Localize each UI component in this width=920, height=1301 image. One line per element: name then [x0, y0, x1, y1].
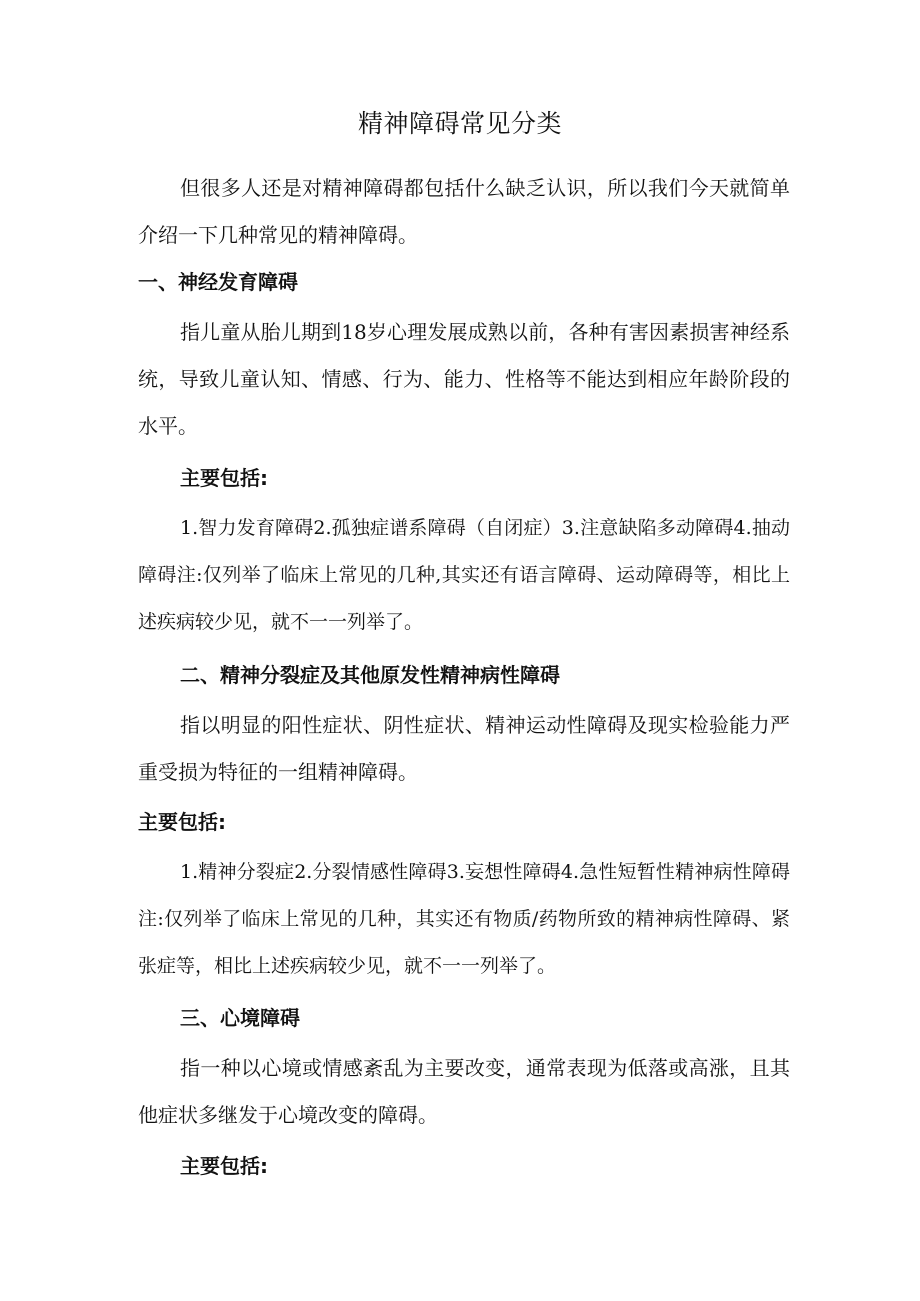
section-3-includes-label: 主要包括: [180, 1154, 268, 1178]
section-2-heading: 二、精神分裂症及其他原发性精神病性障碍 [180, 663, 560, 687]
section-2-description: 指以明显的阳性症状、阴性症状、精神运动性障碍及现实检验能力严重受损为特征的一组精神障碍。 [138, 713, 790, 784]
section-1-items: 1.智力发育障碍2.孤独症谱系障碍（自闭症）3.注意缺陷多动障碍4.抽动障碍注:仅列举了临床上常见的几种,其实还有语言障碍、运动障碍等，相比上述疾病较少见，就不一一列举了。 [138, 517, 790, 633]
section-2-items: 1.精神分裂症2.分裂情感性障碍3.妄想性障碍4.急性短暂性精神病性障碍注:仅列举了临床上常见的几种，其实还有物质/药物所致的精神病性障碍、紧张症等，相比上述疾病较少见，就不一一列举了。 [138, 861, 790, 977]
document-title: 精神障碍常见分类 [357, 109, 562, 138]
section-1-includes-label: 主要包括: [180, 466, 268, 490]
section-2-includes-label: 主要包括: [138, 810, 226, 834]
section-1-description: 指儿童从胎儿期到18岁心理发展成熟以前，各种有害因素损害神经系统，导致儿童认知、情感、行为、能力、性格等不能达到相应年龄阶段的水平。 [138, 320, 790, 438]
section-1-heading: 一、神经发育障碍 [138, 270, 298, 294]
section-3-description: 指一种以心境或情感紊乱为主要改变，通常表现为低落或高涨，且其他症状多继发于心境改变的障碍。 [138, 1056, 790, 1127]
intro-paragraph: 但很多人还是对精神障碍都包括什么缺乏认识，所以我们今天就简单介绍一下几种常见的精神障碍。 [138, 176, 790, 247]
section-3-heading: 三、心境障碍 [180, 1006, 300, 1030]
